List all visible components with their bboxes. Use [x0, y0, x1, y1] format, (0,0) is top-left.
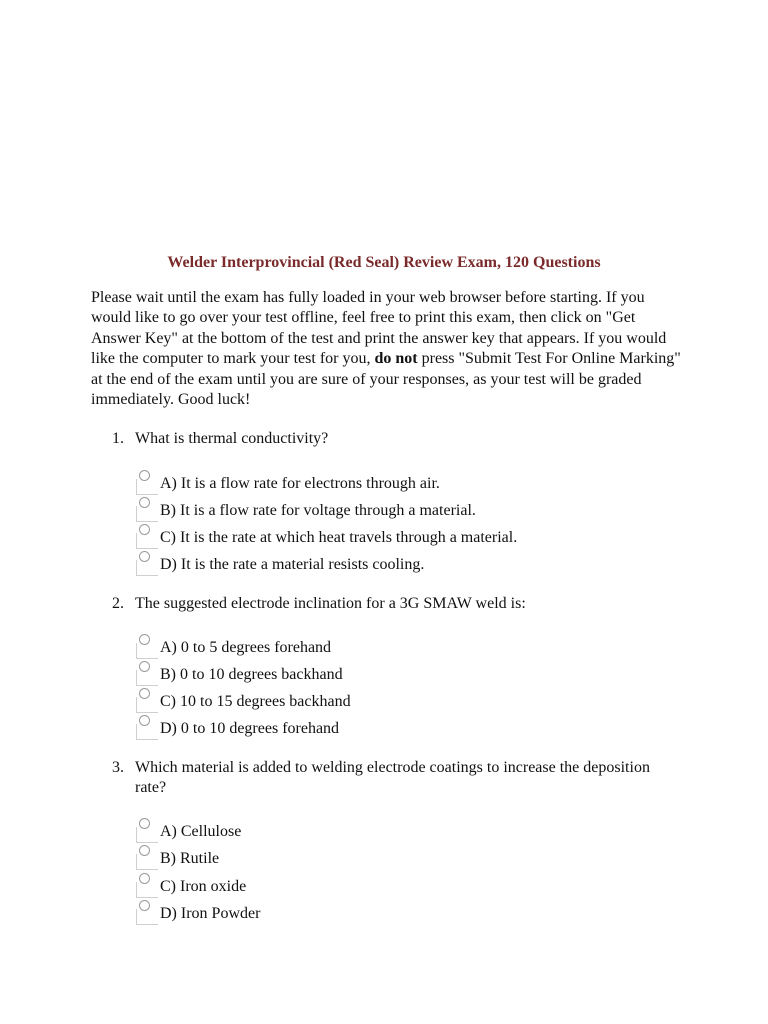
question-3-option-d[interactable]: [136, 903, 616, 925]
page-title: Welder Interprovincial (Red Seal) Review Exam, 120 Questions: [167, 254, 601, 271]
question-2-option-d[interactable]: [136, 718, 616, 740]
option-label: C) It is the rate at which heat travels through a material.: [160, 529, 518, 546]
question-1-option-a[interactable]: [136, 473, 616, 495]
question-number: 2.: [112, 595, 124, 612]
option-label: A) 0 to 5 degrees forehand: [160, 639, 332, 656]
option-label: A) It is a flow rate for electrons through air.: [160, 475, 440, 492]
radio-button[interactable]: [136, 467, 156, 495]
radio-button[interactable]: [136, 712, 156, 740]
radio-button[interactable]: [136, 658, 156, 686]
option-label: C) 10 to 15 degrees backhand: [160, 693, 351, 710]
radio-button[interactable]: [136, 631, 156, 659]
question-2-option-a[interactable]: [136, 637, 616, 659]
option-label: B) Rutile: [160, 850, 220, 867]
option-label: A) Cellulose: [160, 823, 242, 840]
radio-button[interactable]: [136, 842, 156, 870]
question-2-option-b[interactable]: [136, 664, 616, 686]
radio-button[interactable]: [136, 521, 156, 549]
option-label: B) It is a flow rate for voltage through a material.: [160, 502, 476, 519]
radio-button[interactable]: [136, 494, 156, 522]
question-1-option-c[interactable]: [136, 527, 616, 549]
option-label: D) Iron Powder: [160, 905, 261, 922]
radio-button[interactable]: [136, 685, 156, 713]
intro-text-1: Please wait until the exam has fully loaded in your web browser before starting. If you would like to go over your test offline, feel free to print this exam, then click on "Get Answer Key" at the bottom of the test and print the answer key that appears. If you would like the computer to mark your test for you,: [91, 289, 667, 368]
option-label: D) 0 to 10 degrees forehand: [160, 720, 340, 737]
intro-text-2: press "Submit Test For Online Marking" at the end of the exam until you are sure of your responses, as your test will be graded immediately. Good luck!: [91, 350, 681, 409]
question-text: The suggested electrode inclination for a 3G SMAW weld is:: [135, 595, 526, 612]
question-3-option-c[interactable]: [136, 876, 616, 898]
question-3-option-b[interactable]: [136, 848, 616, 870]
option-label: B) 0 to 10 degrees backhand: [160, 666, 343, 683]
question-1-option-b[interactable]: [136, 500, 616, 522]
question-number: 3.: [112, 759, 124, 776]
question-text: What is thermal conductivity?: [135, 430, 329, 447]
question-1-option-d[interactable]: [136, 554, 616, 576]
intro-paragraph: [91, 288, 681, 410]
radio-button[interactable]: [136, 815, 156, 843]
question-number: 1.: [112, 430, 124, 447]
intro-emphasis: do not: [374, 350, 418, 368]
question-text: Which material is added to welding electrode coatings to increase the deposition rate?: [135, 759, 650, 796]
option-label: C) Iron oxide: [160, 878, 247, 895]
radio-button[interactable]: [136, 897, 156, 925]
option-label: D) It is the rate a material resists cooling.: [160, 556, 425, 573]
radio-button[interactable]: [136, 548, 156, 576]
question-2-option-c[interactable]: [136, 691, 616, 713]
radio-button[interactable]: [136, 870, 156, 898]
question-3-option-a[interactable]: [136, 821, 616, 843]
